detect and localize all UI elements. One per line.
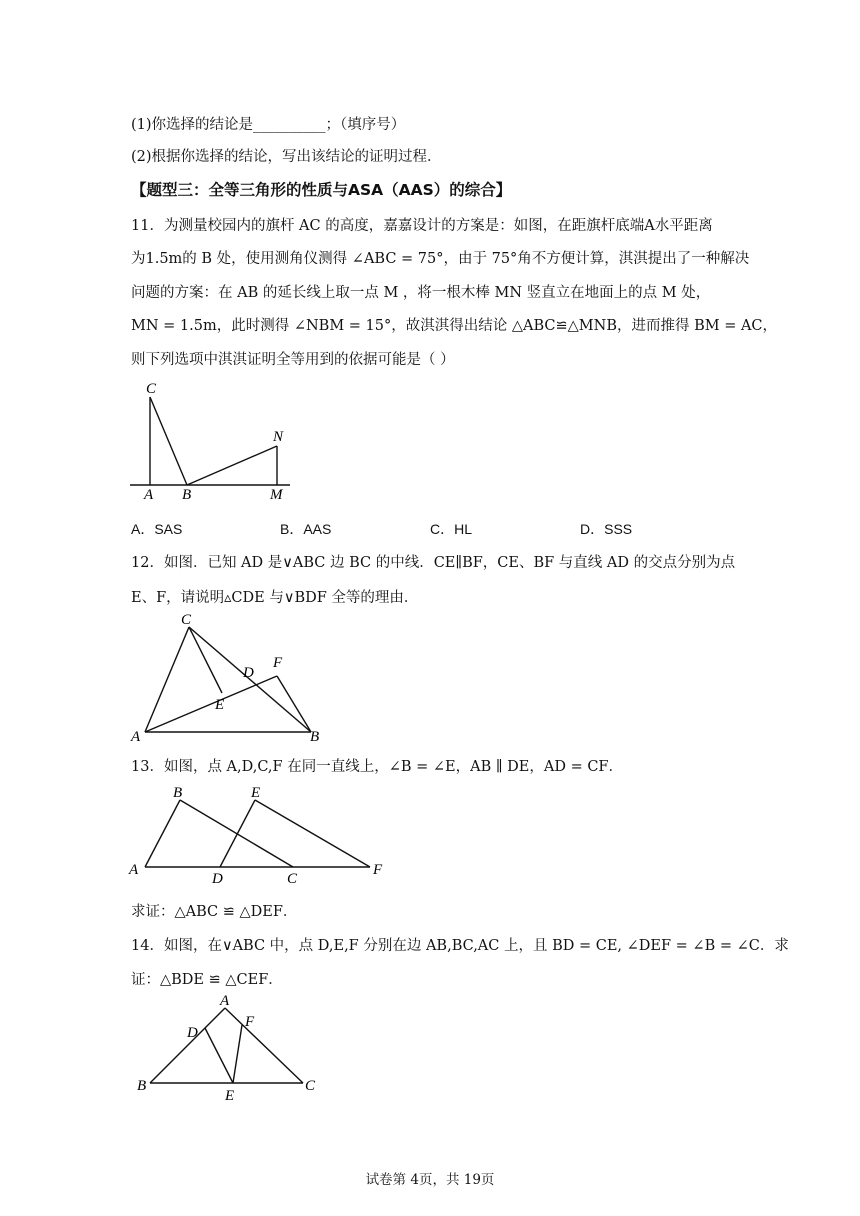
q11-label-b: B (182, 487, 192, 503)
q11-option-b: B．AAS (280, 521, 332, 537)
q12-label-f: F (273, 655, 283, 671)
q11-option-c: C．HL (430, 521, 473, 537)
q11-figure (120, 375, 300, 509)
q11-line3: 问题的方案：在 AB 的延长线上取一点 M ，将一根木棒 MN 竖直立在地面上的点 M 处， (131, 285, 711, 301)
q13-figure (125, 780, 395, 894)
q14-line1: 14．如图，在∨ABC 中，点 D,E,F 分别在边 AB,BC,AC 上，且 BD = CE, ∠DEF = ∠B = ∠C．求 (131, 938, 789, 954)
q11-label-n: N (273, 429, 284, 445)
q14-label-d: D (187, 1025, 198, 1041)
q12-label-a: A (131, 729, 141, 745)
q13-label-f: F (373, 862, 383, 878)
q14-figure (125, 990, 335, 1109)
q10-part1: (1)你选择的结论是__________；（填序号） (131, 117, 406, 133)
q13-label-b: B (173, 785, 183, 801)
q13-proof: 求证：△ABC ≌ △DEF． (131, 904, 298, 920)
section-title: 【题型三：全等三角形的性质与ASA（AAS）的综合】 (131, 181, 512, 199)
q10-part2: (2)根据你选择的结论，写出该结论的证明过程． (131, 149, 442, 165)
q14-label-b: B (137, 1078, 147, 1094)
q12-line2: E、F，请说明▵CDE 与∨BDF 全等的理由． (131, 590, 419, 606)
q14-line2: 证：△BDE ≌ △CEF． (131, 972, 283, 988)
q12-label-d: D (243, 665, 254, 681)
q12-line1: 12．如图．已知 AD 是∨ABC 边 BC 的中线．CE∥BF，CE、BF 与直线 AD 的交点分别为点 (131, 555, 736, 571)
q11-option-a: A．SAS (131, 521, 183, 537)
q11-line4: MN = 1.5m，此时测得 ∠NBM = 15°，故淇淇得出结论 △ABC≌△MNB，进而推得 BM = AC， (131, 318, 778, 334)
q12-label-e: E (215, 697, 225, 713)
q11-option-d: D．SSS (580, 521, 633, 537)
q11-label-m: M (270, 487, 283, 503)
q13-label-a: A (129, 862, 139, 878)
q14-label-f: F (245, 1014, 255, 1030)
q14-label-c: C (305, 1078, 316, 1094)
q13-line1: 13．如图，点 A,D,C,F 在同一直线上，∠B = ∠E，AB ∥ DE，AD = CF． (131, 759, 623, 775)
page-footer: 试卷第 4页，共 19页 (365, 1172, 495, 1188)
q11-label-a: A (144, 487, 154, 503)
q13-label-c: C (287, 871, 298, 887)
q14-label-a: A (220, 993, 230, 1009)
q11-line1: 11．为测量校园内的旗杆 AC 的高度，嘉嘉设计的方案是：如图，在距旗杆底端A水平距离 (131, 218, 713, 234)
q14-label-e: E (225, 1088, 235, 1104)
q11-line2: 为1.5m的 B 处，使用测角仪测得 ∠ABC = 75°，由于 75°角不方便计算，淇淇提出了一种解决 (131, 251, 750, 267)
q12-label-c: C (181, 612, 192, 628)
q11-label-c: C (146, 381, 157, 397)
q12-figure (125, 610, 335, 749)
q12-label-b: B (310, 729, 320, 745)
q11-line5: 则下列选项中淇淇证明全等用到的依据可能是（ ） (131, 352, 455, 368)
q13-label-e: E (251, 785, 261, 801)
q13-label-d: D (212, 871, 223, 887)
